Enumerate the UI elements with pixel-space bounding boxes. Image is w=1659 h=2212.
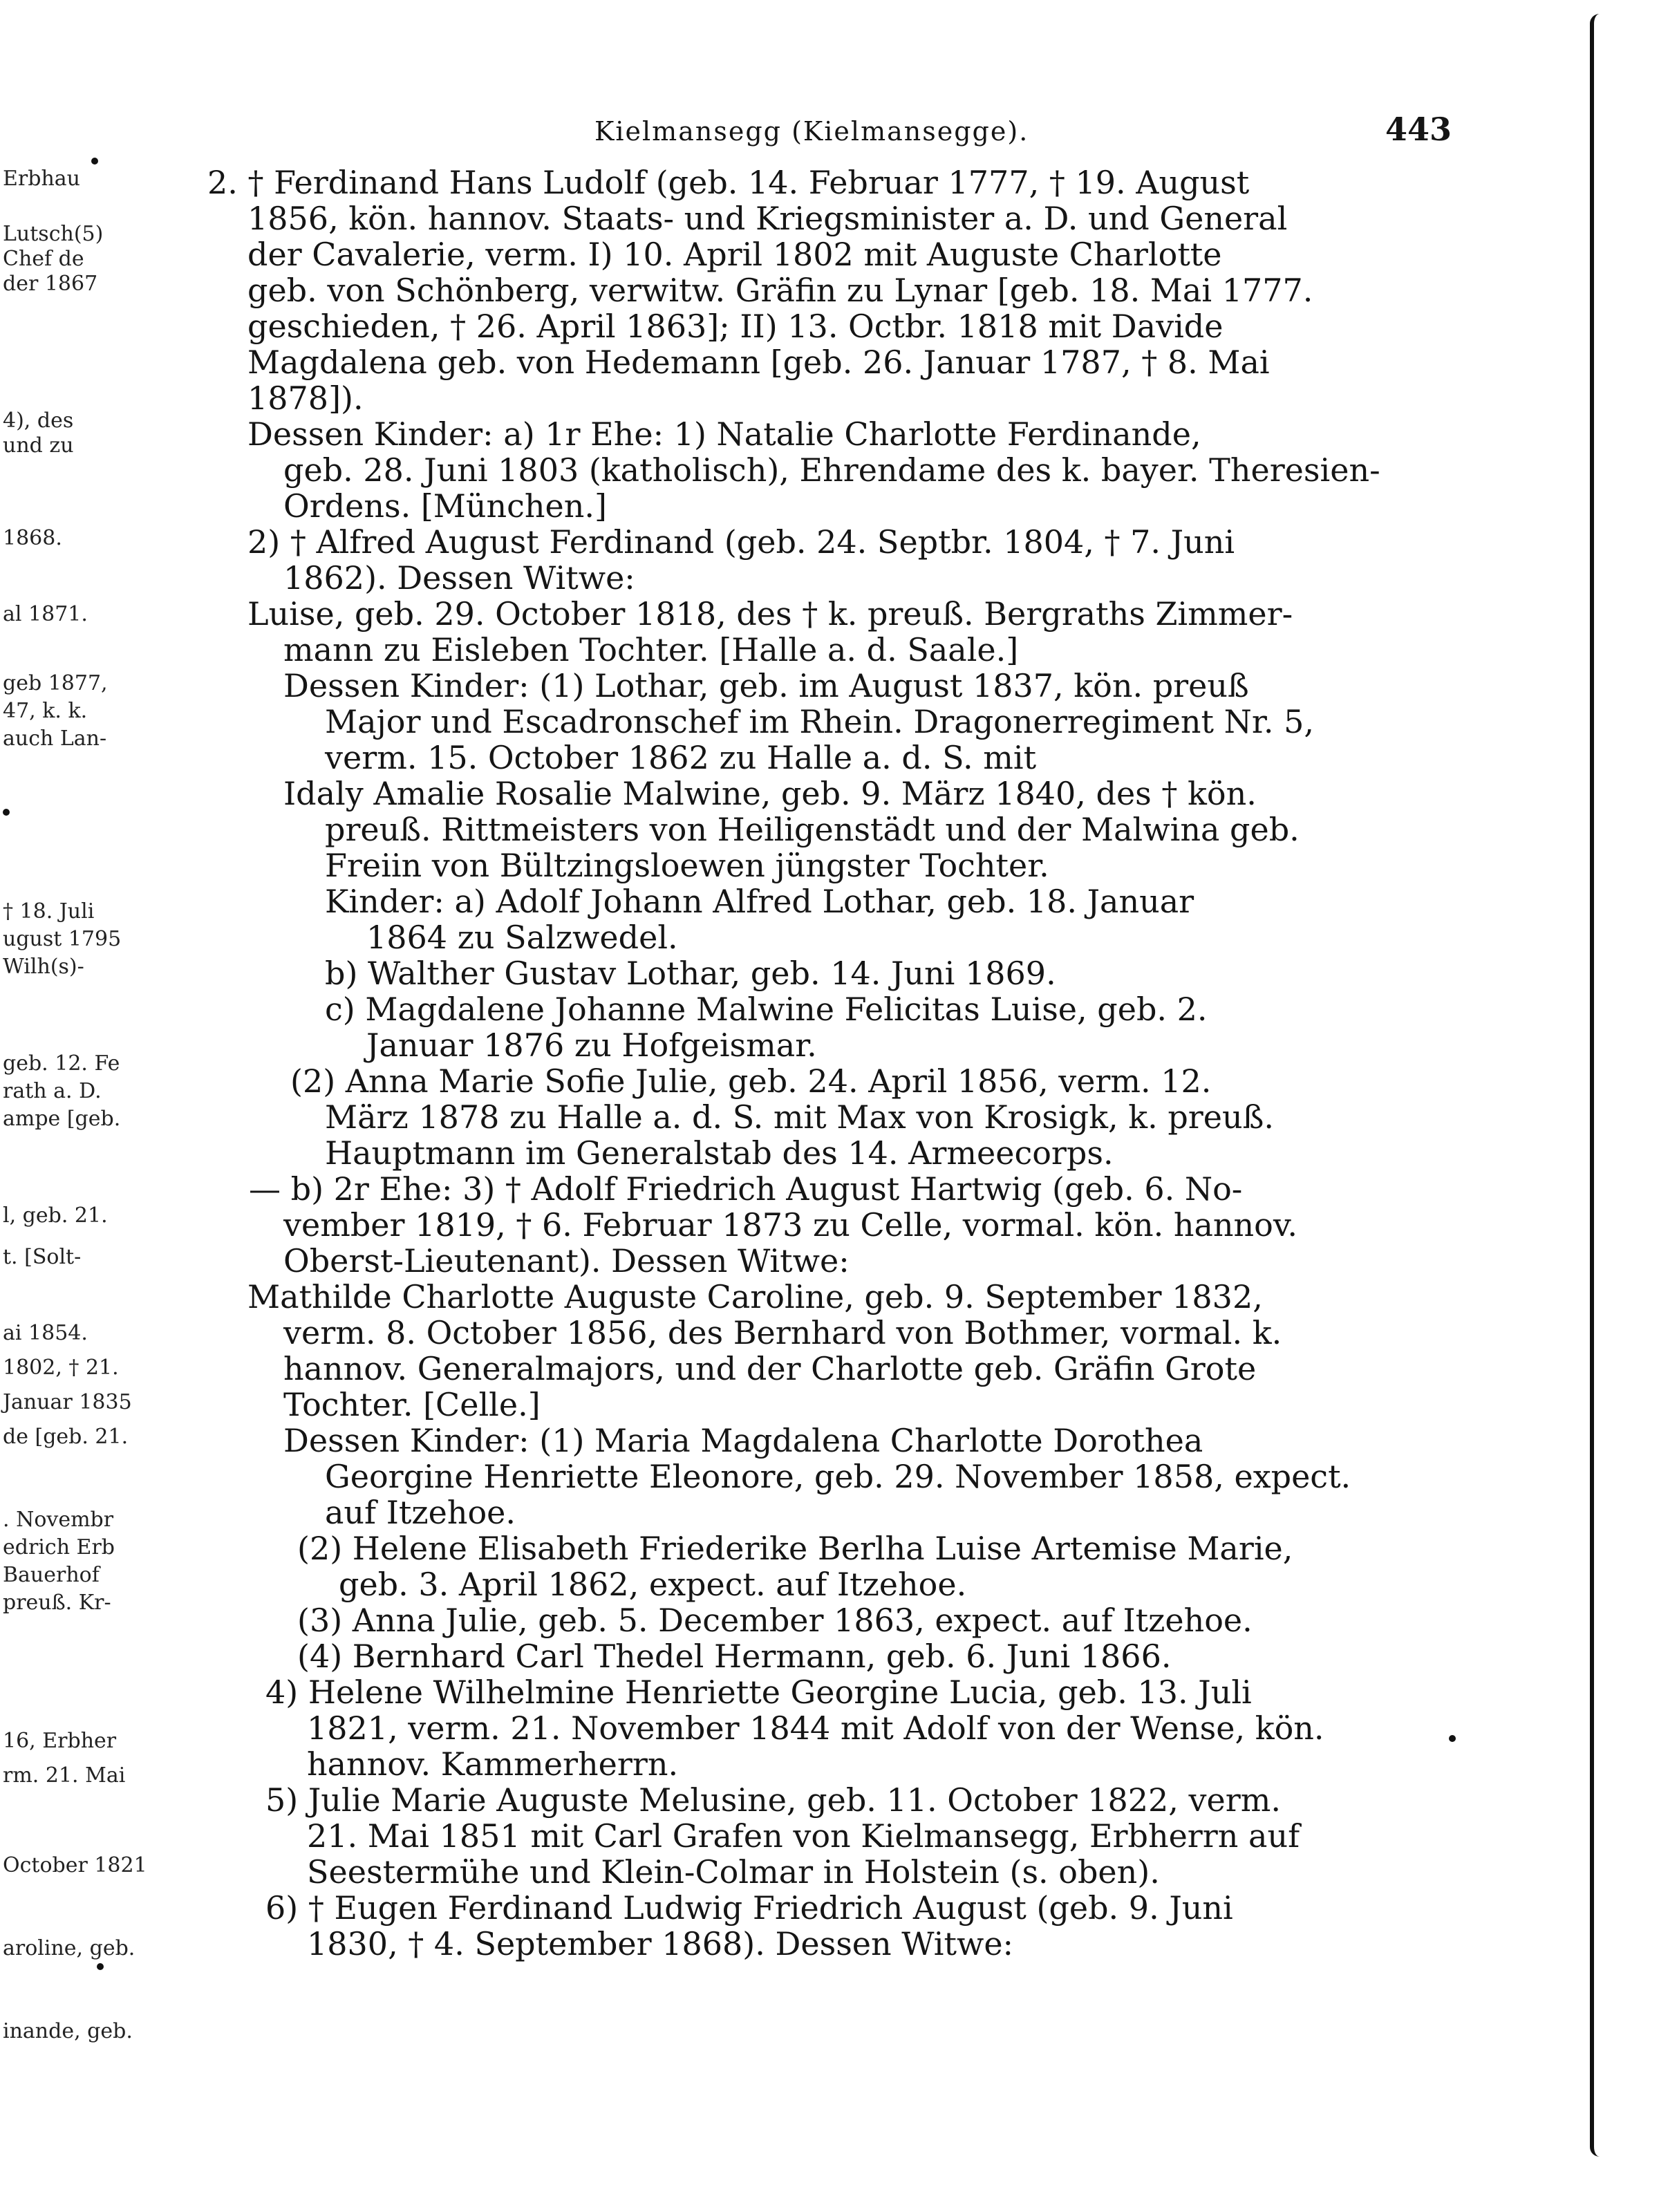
margin-fragment: l, geb. 21. xyxy=(3,1203,108,1228)
text-line: 1864 zu Salzwedel. xyxy=(366,919,678,956)
margin-fragment: Bauerhof xyxy=(3,1563,100,1587)
margin-fragment: † 18. Juli xyxy=(3,899,95,924)
text-line: 1862). Dessen Witwe: xyxy=(283,559,635,597)
text-line: preuß. Rittmeisters von Heiligenstädt und der Malwina geb. xyxy=(325,811,1300,848)
text-line: Ordens. [München.] xyxy=(283,487,607,525)
text-line: Idaly Amalie Rosalie Malwine, geb. 9. März 1840, des † kön. xyxy=(283,775,1257,812)
margin-fragment: 1868. xyxy=(3,526,62,550)
margin-fragment: und zu xyxy=(3,433,74,458)
ink-dot xyxy=(3,809,10,816)
margin-fragment: al 1871. xyxy=(3,602,88,626)
margin-fragment: Januar 1835 xyxy=(3,1390,132,1414)
text-line: 21. Mai 1851 mit Carl Grafen von Kielmansegg, Erbherrn auf xyxy=(307,1817,1300,1855)
margin-fragment: t. [Solt- xyxy=(3,1245,82,1269)
margin-fragment: Wilh(s)- xyxy=(3,955,84,979)
text-line: Dessen Kinder: (1) Maria Magdalena Charlotte Dorothea xyxy=(283,1422,1203,1459)
margin-fragment: aroline, geb. xyxy=(3,1936,135,1960)
margin-fragment: 16, Erbher xyxy=(3,1729,117,1753)
text-line: (2) Anna Marie Sofie Julie, geb. 24. April 1856, verm. 12. xyxy=(290,1062,1212,1100)
text-line: 1856, kön. hannov. Staats- und Kriegsminister a. D. und General xyxy=(247,200,1288,237)
margin-fragment: de [geb. 21. xyxy=(3,1425,129,1449)
left-margin-fragments xyxy=(0,0,147,2212)
margin-fragment: edrich Erb xyxy=(3,1535,115,1559)
text-line: 2. † Ferdinand Hans Ludolf (geb. 14. Februar 1777, † 19. August xyxy=(207,164,1250,201)
text-line: — b) 2r Ehe: 3) † Adolf Friedrich August Hartwig (geb. 6. No- xyxy=(249,1170,1243,1208)
text-line: Georgine Henriette Eleonore, geb. 29. November 1858, expect. xyxy=(325,1458,1351,1495)
text-line: Januar 1876 zu Hofgeismar. xyxy=(366,1027,817,1064)
text-line: Kinder: a) Adolf Johann Alfred Lothar, geb. 18. Januar xyxy=(325,883,1194,920)
margin-fragment: der 1867 xyxy=(3,272,98,296)
margin-fragment: ai 1854. xyxy=(3,1321,88,1345)
margin-fragment: ugust 1795 xyxy=(3,927,122,951)
page-header xyxy=(594,111,1452,152)
text-line: 5) Julie Marie Auguste Melusine, geb. 11. October 1822, verm. xyxy=(265,1781,1281,1819)
text-line: (4) Bernhard Carl Thedel Hermann, geb. 6. Juni 1866. xyxy=(297,1638,1172,1675)
text-line: 1830, † 4. September 1868). Dessen Witwe: xyxy=(307,1925,1014,1962)
text-line: hannov. Kammerherrn. xyxy=(307,1745,679,1783)
text-line: auf Itzehoe. xyxy=(325,1494,516,1531)
margin-fragment: auch Lan- xyxy=(3,727,107,751)
page-number: 443 xyxy=(1385,111,1452,148)
margin-fragment: October 1821 xyxy=(3,1853,147,1877)
page-edge-binding xyxy=(1590,14,1609,2157)
text-line: b) Walther Gustav Lothar, geb. 14. Juni 1869. xyxy=(325,955,1056,992)
margin-fragment: ampe [geb. xyxy=(3,1107,121,1131)
text-line: Dessen Kinder: a) 1r Ehe: 1) Natalie Charlotte Ferdinande, xyxy=(247,415,1201,453)
margin-fragment: geb 1877, xyxy=(3,671,108,695)
margin-fragment: Chef de xyxy=(3,247,84,271)
text-line: (2) Helene Elisabeth Friederike Berlha Luise Artemise Marie, xyxy=(297,1530,1293,1567)
text-line: Magdalena geb. von Hedemann [geb. 26. Januar 1787, † 8. Mai xyxy=(247,344,1270,381)
margin-fragment: Erbhau xyxy=(3,167,80,191)
text-line: (3) Anna Julie, geb. 5. December 1863, expect. auf Itzehoe. xyxy=(297,1602,1253,1639)
text-line: der Cavalerie, verm. I) 10. April 1802 mit Auguste Charlotte xyxy=(247,236,1222,273)
text-line: verm. 15. October 1862 zu Halle a. d. S. mit xyxy=(325,739,1037,776)
text-line: Oberst-Lieutenant). Dessen Witwe: xyxy=(283,1242,850,1280)
text-line: Mathilde Charlotte Auguste Caroline, geb. 9. September 1832, xyxy=(247,1278,1263,1315)
margin-fragment: 47, k. k. xyxy=(3,699,88,723)
text-line: c) Magdalene Johanne Malwine Felicitas Luise, geb. 2. xyxy=(325,991,1208,1028)
margin-fragment: geb. 12. Fe xyxy=(3,1051,120,1076)
ink-dot xyxy=(97,1963,104,1970)
text-line: Major und Escadronschef im Rhein. Dragonerregiment Nr. 5, xyxy=(325,703,1314,740)
text-line: Seestermühe und Klein-Colmar in Holstein (s. oben). xyxy=(307,1853,1160,1891)
text-line: 1878]). xyxy=(247,379,364,417)
text-line: Dessen Kinder: (1) Lothar, geb. im August 1837, kön. preuß xyxy=(283,667,1249,704)
margin-fragment: 4), des xyxy=(3,409,74,433)
text-line: 1821, verm. 21. November 1844 mit Adolf von der Wense, kön. xyxy=(307,1709,1324,1747)
text-line: vember 1819, † 6. Februar 1873 zu Celle, vormal. kön. hannov. xyxy=(283,1206,1298,1244)
text-line: hannov. Generalmajors, und der Charlotte geb. Gräfin Grote xyxy=(283,1350,1257,1387)
text-line: geb. 28. Juni 1803 (katholisch), Ehrendame des k. bayer. Theresien- xyxy=(283,451,1380,489)
text-line: 4) Helene Wilhelmine Henriette Georgine Lucia, geb. 13. Juli xyxy=(265,1674,1252,1711)
running-title: Kielmansegg (Kielmansegge). xyxy=(594,116,1029,147)
text-line: Luise, geb. 29. October 1818, des † k. preuß. Bergraths Zimmer- xyxy=(247,595,1293,632)
margin-fragment: inande, geb. xyxy=(3,2019,133,2043)
ink-dot xyxy=(91,158,98,165)
text-line: 2) † Alfred August Ferdinand (geb. 24. Septbr. 1804, † 7. Juni xyxy=(247,523,1235,561)
margin-fragment: Lutsch(5) xyxy=(3,222,104,246)
text-line: 6) † Eugen Ferdinand Ludwig Friedrich August (geb. 9. Juni xyxy=(265,1889,1233,1927)
margin-fragment: . Novembr xyxy=(3,1508,114,1532)
margin-fragment: preuß. Kr- xyxy=(3,1591,111,1615)
text-line: Freiin von Bültzingsloewen jüngster Tochter. xyxy=(325,847,1049,884)
text-line: Hauptmann im Generalstab des 14. Armeecorps. xyxy=(325,1134,1114,1172)
margin-fragment: rath a. D. xyxy=(3,1079,102,1103)
text-line: geb. von Schönberg, verwitw. Gräfin zu Lynar [geb. 18. Mai 1777. xyxy=(247,272,1313,309)
text-line: verm. 8. October 1856, des Bernhard von Bothmer, vormal. k. xyxy=(283,1314,1282,1351)
text-line: geschieden, † 26. April 1863]; II) 13. Octbr. 1818 mit Davide xyxy=(247,308,1224,345)
ink-dot xyxy=(1449,1735,1456,1742)
text-line: mann zu Eisleben Tochter. [Halle a. d. Saale.] xyxy=(283,631,1019,668)
margin-fragment: 1802, † 21. xyxy=(3,1356,119,1380)
text-line: geb. 3. April 1862, expect. auf Itzehoe. xyxy=(339,1566,967,1603)
text-line: Tochter. [Celle.] xyxy=(283,1386,541,1423)
text-line: März 1878 zu Halle a. d. S. mit Max von Krosigk, k. preuß. xyxy=(325,1098,1274,1136)
margin-fragment: rm. 21. Mai xyxy=(3,1763,126,1788)
